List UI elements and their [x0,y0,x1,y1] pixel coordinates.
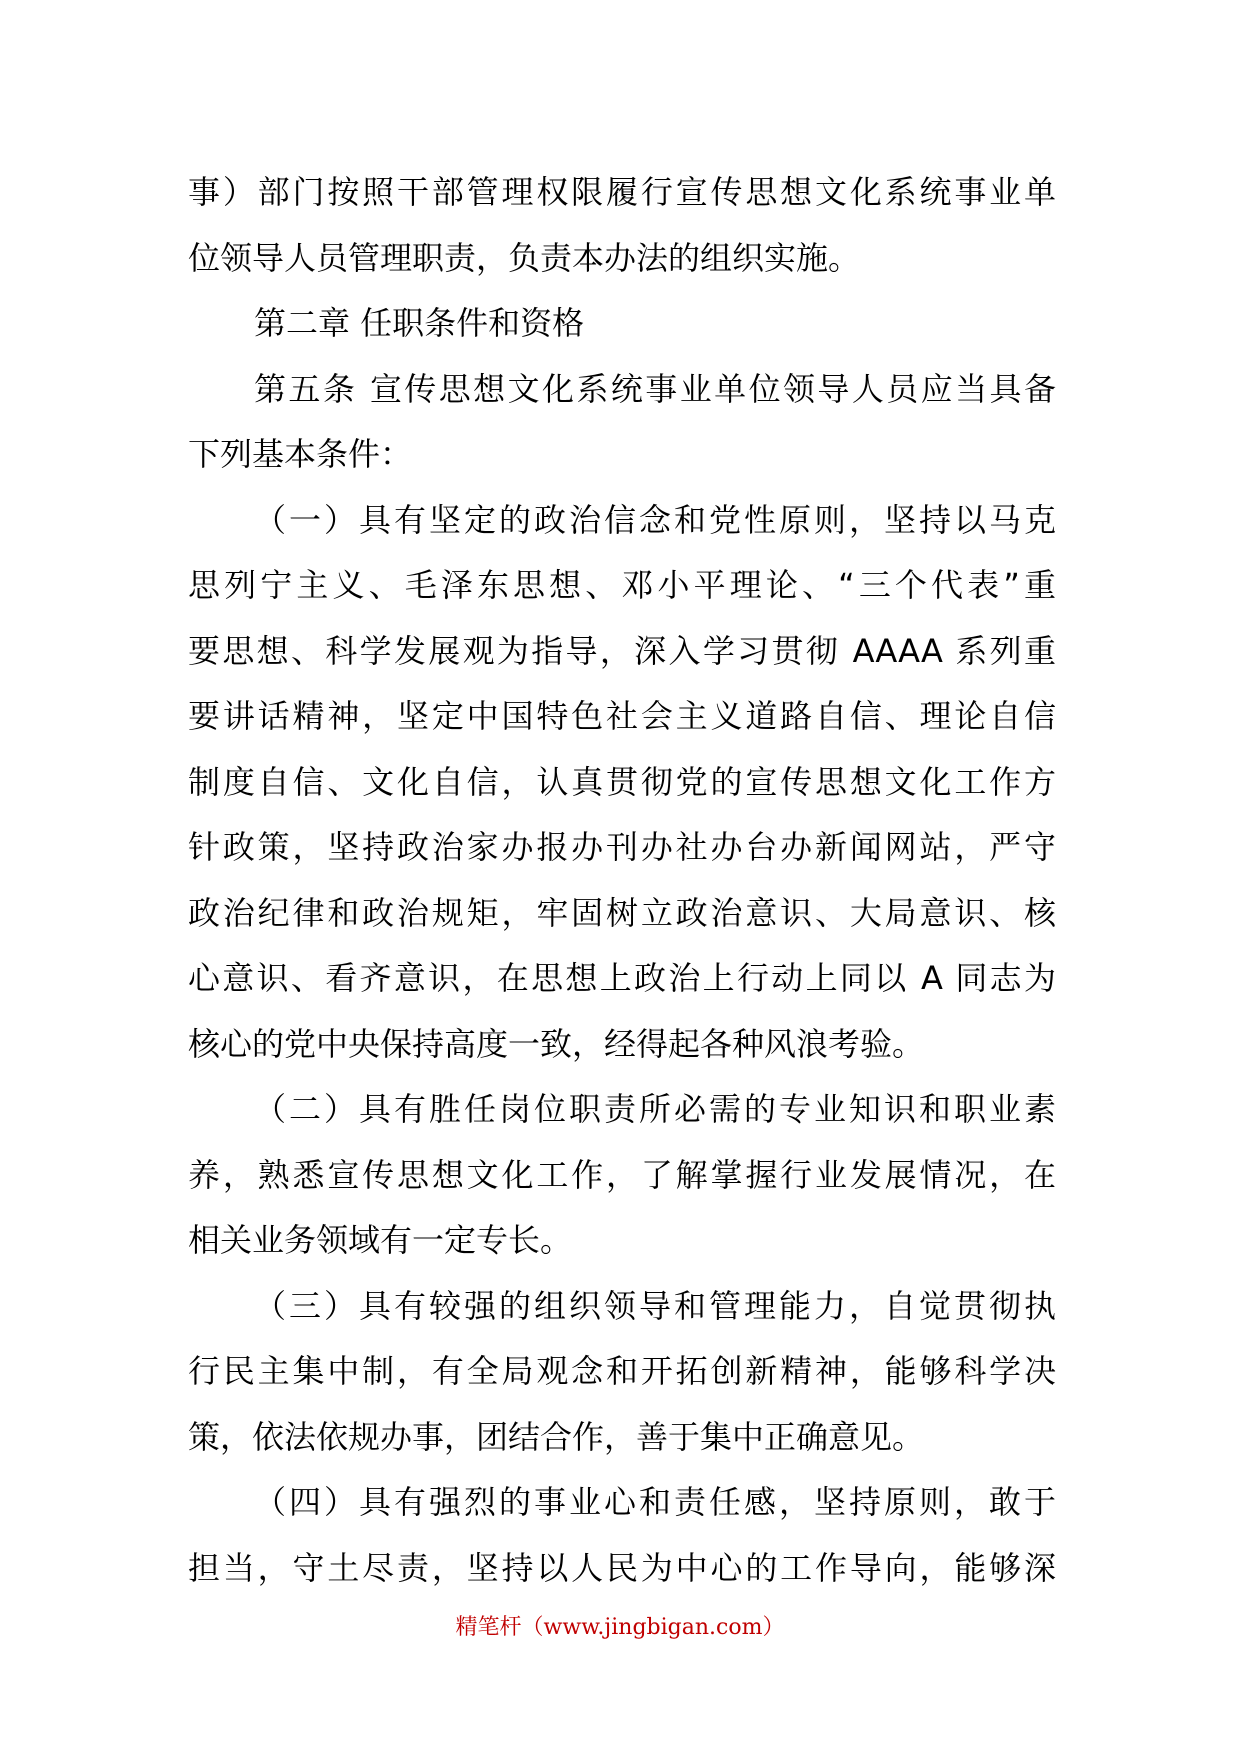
text-line: 下列基本条件： [188,435,413,473]
text-line: 核心的党中央保持高度一致，经得起各种风浪考验。 [188,1024,925,1063]
text-line: 心意识、看齐意识，在思想上政治上行动上同以 A 同志为 [188,959,1056,997]
text-line: 策，依法依规办事，团结合作，善于集中正确意见。 [188,1417,925,1456]
list-item-2: （二）具有胜任岗位职责所必需的专业知识和职业素 [254,1090,1056,1128]
chapter-heading: 第二章 任职条件和资格 [254,304,585,342]
text-line: 事）部门按照干部管理权限履行宣传思想文化系统事业单 [188,173,1056,211]
text-line: 养，熟悉宣传思想文化工作，了解掌握行业发展情况，在 [188,1155,1056,1194]
footer-watermark: 精笔杆（www.jingbigan.com） [455,1615,785,1640]
text-line: 位领导人员管理职责，负责本办法的组织实施。 [188,238,861,277]
list-item-3: （三）具有较强的组织领导和管理能力，自觉贯彻执 [254,1286,1056,1325]
text-line: 相关业务领域有一定专长。 [188,1221,573,1259]
text-line: 担当，守土尽责，坚持以人民为中心的工作导向，能够深 [188,1548,1056,1587]
text-line: 政治纪律和政治规矩，牢固树立政治意识、大局意识、核 [188,893,1056,932]
article-heading: 第五条 宣传思想文化系统事业单位领导人员应当具备 [254,369,1056,408]
text-line: 思列宁主义、毛泽东思想、邓小平理论、“三个代表”重 [188,566,1056,604]
text-line: 行民主集中制，有全局观念和开拓创新精神，能够科学决 [188,1352,1056,1390]
document-body [188,160,1056,1601]
text-line: 要讲话精神，坚定中国特色社会主义道路自信、理论自信 [188,697,1056,735]
text-line: 制度自信、文化自信，认真贯彻党的宣传思想文化工作方 [188,762,1056,801]
list-item-4: （四）具有强烈的事业心和责任感，坚持原则，敢于 [254,1483,1056,1521]
text-line: 针政策，坚持政治家办报办刊办社办台办新闻网站，严守 [188,828,1056,866]
text-line: 要思想、科学发展观为指导，深入学习贯彻 AAAA 系列重 [188,631,1056,670]
list-item-1: （一）具有坚定的政治信念和党性原则，坚持以马克 [254,500,1056,539]
